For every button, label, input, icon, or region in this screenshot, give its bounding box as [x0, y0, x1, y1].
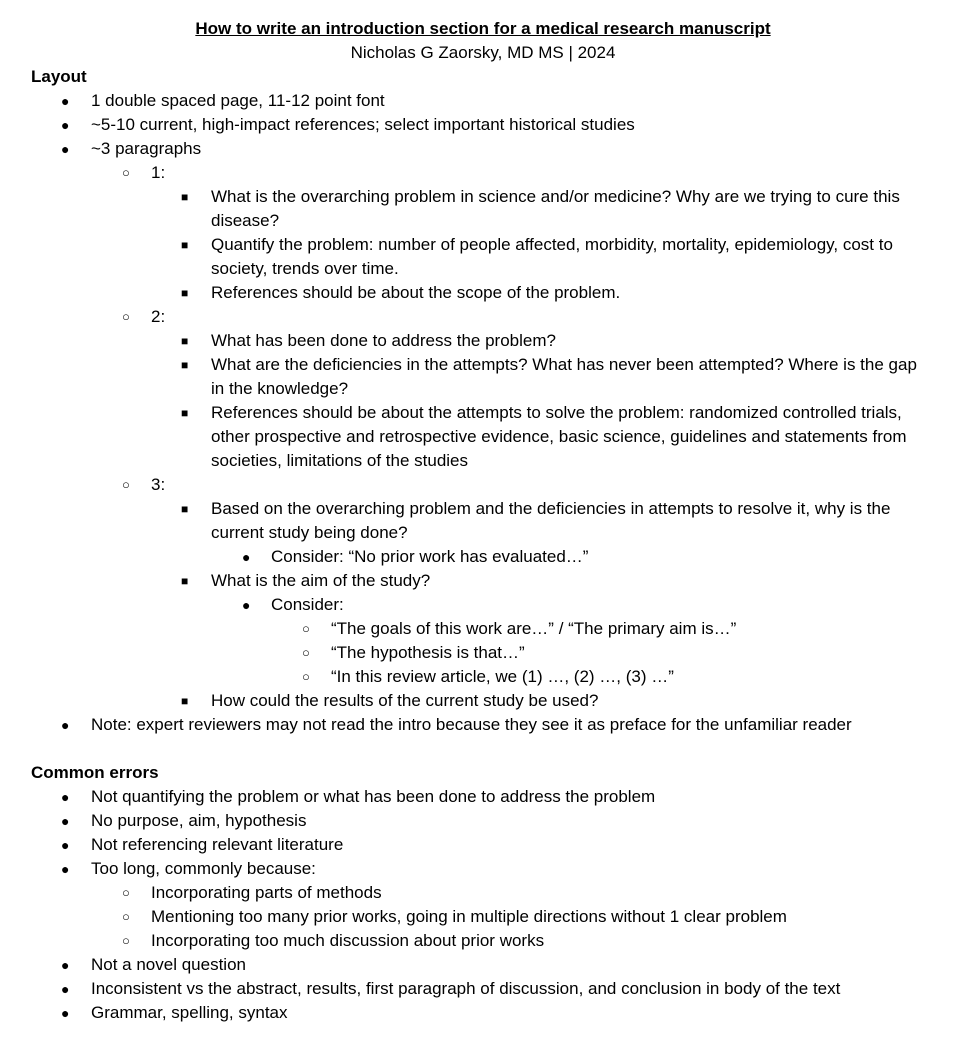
section-spacer: [0, 737, 966, 761]
document-author: Nicholas G Zaorsky, MD MS | 2024: [350, 43, 616, 62]
section-heading-layout: Layout: [31, 67, 87, 86]
list-item-text: Too long, commonly because:: [91, 859, 316, 878]
circle-bullet: ○: [122, 309, 130, 324]
list-item-text: “The goals of this work are…” / “The primary aim is…”: [331, 619, 737, 638]
list-item: [0, 809, 966, 833]
list-item: [0, 953, 966, 977]
list-item: [0, 497, 966, 545]
list-item: [0, 593, 966, 617]
list-item-text: Mentioning too many prior works, going in multiple directions without 1 clear problem: [151, 907, 787, 926]
list-item: [0, 113, 966, 137]
list-item: [0, 305, 966, 329]
list-item: [0, 89, 966, 113]
circle-bullet: ○: [302, 621, 310, 636]
list-item-text: How could the results of the current study be used?: [211, 691, 599, 710]
list-item-text: Incorporating too much discussion about prior works: [151, 931, 545, 950]
list-item: [0, 833, 966, 857]
list-item: [0, 929, 966, 953]
list-item: [0, 401, 966, 473]
list-item-text: ~3 paragraphs: [91, 139, 202, 158]
disc-bullet: ●: [61, 141, 70, 157]
list-item: [0, 233, 966, 281]
list-item: [0, 353, 966, 401]
disc-bullet: ●: [61, 837, 70, 853]
list-item-text: Not quantifying the problem or what has been done to address the problem: [91, 787, 656, 806]
list-item-text: What is the aim of the study?: [211, 571, 431, 590]
square-bullet: ■: [181, 574, 189, 588]
list-item-text: What has been done to address the problem?: [211, 331, 556, 350]
circle-bullet: ○: [122, 165, 130, 180]
list-item: [0, 617, 966, 641]
disc-bullet: ●: [61, 981, 70, 997]
circle-bullet: ○: [122, 885, 130, 900]
disc-bullet: ●: [61, 1005, 70, 1021]
list-item-text: Grammar, spelling, syntax: [91, 1003, 288, 1022]
list-item-text: “The hypothesis is that…”: [331, 643, 525, 662]
list-item-text: 3:: [151, 475, 166, 494]
list-item: [0, 785, 966, 809]
list-item-text: “In this review article, we (1) …, (2) …, (3) …”: [331, 667, 674, 686]
list-item: [0, 545, 966, 569]
circle-bullet: ○: [302, 669, 310, 684]
document-body: [0, 65, 966, 1025]
list-item: [0, 689, 966, 713]
list-item: [0, 905, 966, 929]
list-item-text: Not a novel question: [91, 955, 246, 974]
list-item: [0, 281, 966, 305]
list-item: [0, 881, 966, 905]
list-item: [0, 641, 966, 665]
square-bullet: ■: [181, 406, 189, 420]
disc-bullet: ●: [61, 861, 70, 877]
list-item: [0, 569, 966, 593]
disc-bullet: ●: [242, 597, 251, 613]
circle-bullet: ○: [122, 933, 130, 948]
list-item-text: No purpose, aim, hypothesis: [91, 811, 307, 830]
disc-bullet: ●: [61, 717, 70, 733]
list-item-text: Not referencing relevant literature: [91, 835, 344, 854]
disc-bullet: ●: [242, 549, 251, 565]
list-item-text: Inconsistent vs the abstract, results, first paragraph of discussion, and conclusion in body of the text: [91, 979, 841, 998]
disc-bullet: ●: [61, 93, 70, 109]
list-item-text: Incorporating parts of methods: [151, 883, 382, 902]
list-item: [0, 329, 966, 353]
list-item: [0, 713, 966, 737]
circle-bullet: ○: [302, 645, 310, 660]
list-item: [0, 185, 966, 233]
square-bullet: ■: [181, 358, 189, 372]
section-heading-common-errors: Common errors: [31, 763, 159, 782]
list-item-text: Consider:: [271, 595, 344, 614]
disc-bullet: ●: [61, 117, 70, 133]
square-bullet: ■: [181, 190, 189, 204]
document-title: How to write an introduction section for a medical research manuscript: [195, 19, 771, 38]
list-item-text: 2:: [151, 307, 166, 326]
list-item-text: 1 double spaced page, 11-12 point font: [91, 91, 385, 110]
square-bullet: ■: [181, 694, 189, 708]
list-item-text: Consider: “No prior work has evaluated…”: [271, 547, 589, 566]
disc-bullet: ●: [61, 789, 70, 805]
square-bullet: ■: [181, 286, 189, 300]
list-item: [0, 665, 966, 689]
list-item: [0, 857, 966, 881]
list-item-text: Quantify the problem: number of people affected, morbidity, mortality, epidemiology, cost to society, trends over time.: [211, 235, 893, 278]
list-item: [0, 977, 966, 1001]
square-bullet: ■: [181, 334, 189, 348]
square-bullet: ■: [181, 502, 189, 516]
list-item-text: What are the deficiencies in the attempts? What has never been attempted? Where is the gap in the knowledge?: [211, 355, 917, 398]
list-item-text: Based on the overarching problem and the deficiencies in attempts to resolve it, why is the current study being done?: [211, 499, 891, 542]
list-item-text: References should be about the scope of the problem.: [211, 283, 621, 302]
circle-bullet: ○: [122, 477, 130, 492]
list-item: [0, 161, 966, 185]
list-item: [0, 137, 966, 161]
list-item-text: 1:: [151, 163, 166, 182]
square-bullet: ■: [181, 238, 189, 252]
disc-bullet: ●: [61, 957, 70, 973]
list-item: [0, 473, 966, 497]
list-item-text: ~5-10 current, high-impact references; select important historical studies: [91, 115, 635, 134]
list-item-text: References should be about the attempts to solve the problem: randomized controlled trials, other prospective and retrospective evidence, basic science, guidelines and statements from societies, limitations of the studies: [211, 403, 907, 470]
circle-bullet: ○: [122, 909, 130, 924]
list-item: [0, 1001, 966, 1025]
list-item-text: Note: expert reviewers may not read the intro because they see it as preface for the unfamiliar reader: [91, 715, 852, 734]
list-item-text: What is the overarching problem in science and/or medicine? Why are we trying to cure this disease?: [211, 187, 900, 230]
disc-bullet: ●: [61, 813, 70, 829]
